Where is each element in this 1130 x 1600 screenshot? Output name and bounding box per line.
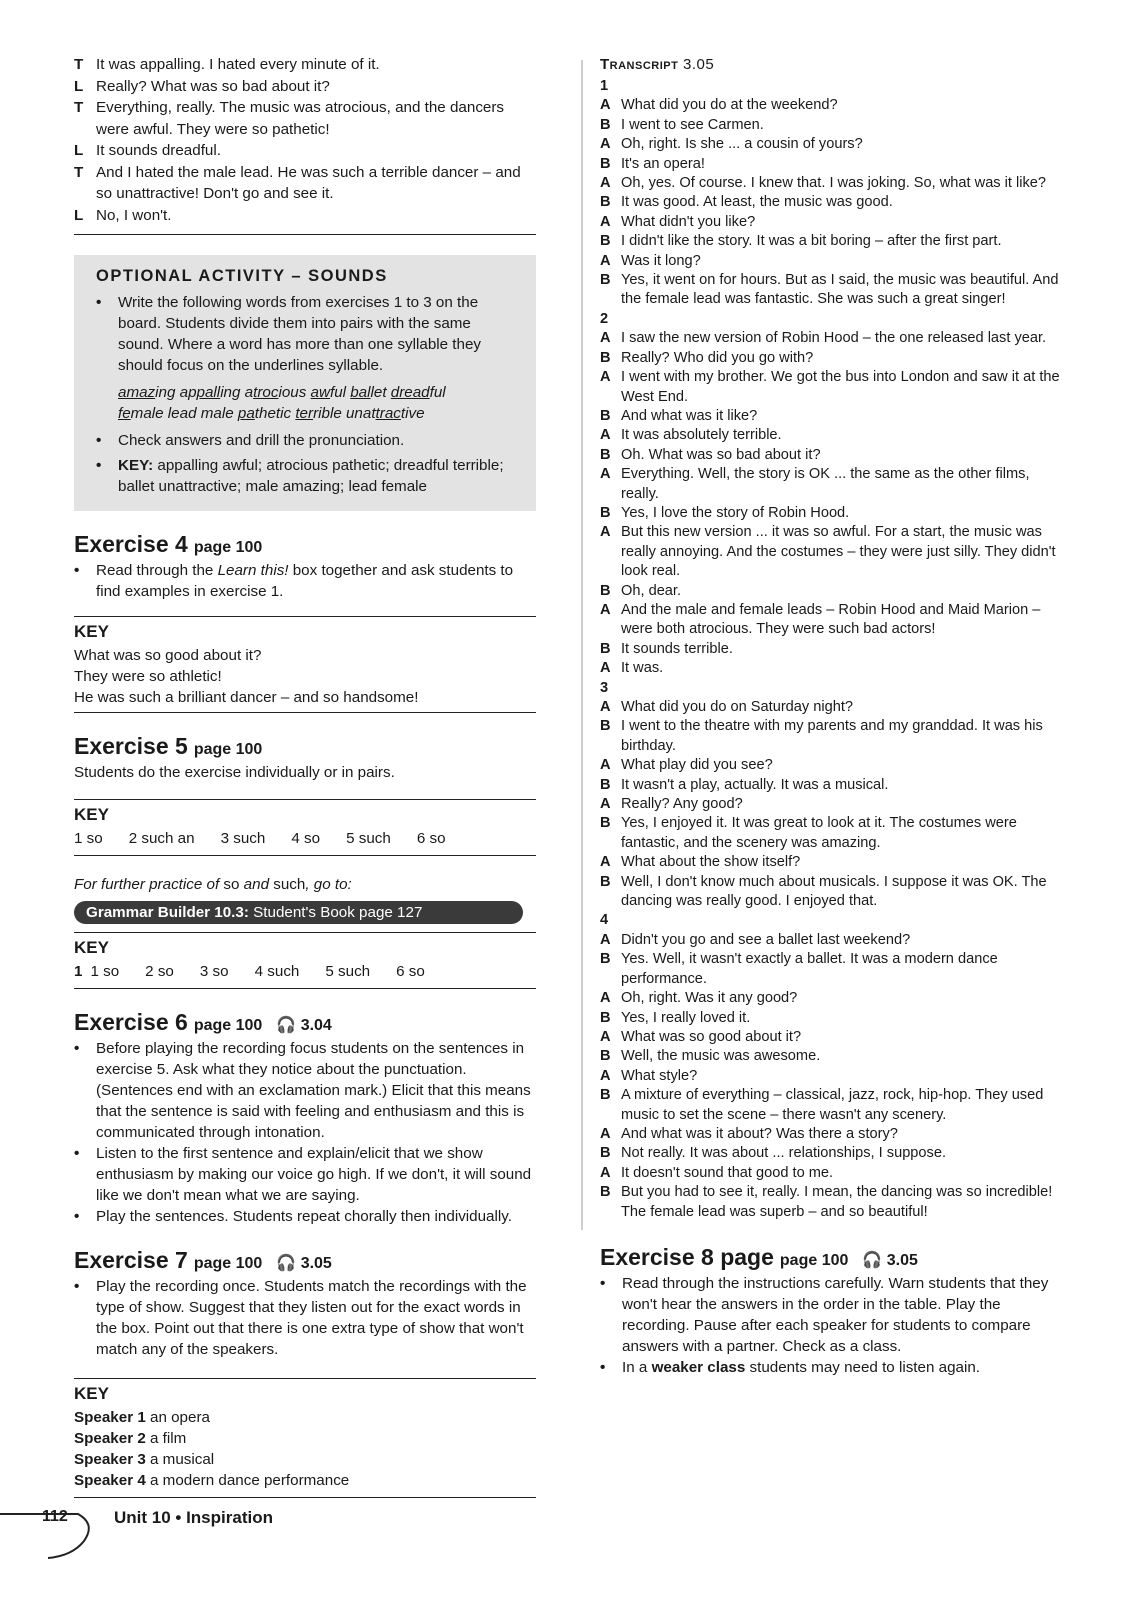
headphones-icon: 🎧 3.05: [862, 1251, 918, 1269]
speaker-label: B: [600, 1048, 611, 1065]
transcript-text: Was it long?: [621, 252, 701, 269]
speaker-label: B: [600, 1184, 611, 1201]
transcript-line: [600, 1067, 1070, 1086]
transcript-line: [600, 1183, 1070, 1222]
transcript: [600, 77, 1070, 1222]
transcript-text: Really? Any good?: [621, 796, 743, 813]
speaker-label: A: [600, 466, 611, 483]
transcript-text: Well, the music was awesome.: [621, 1048, 821, 1065]
page-number: 112: [42, 1508, 68, 1525]
divider-rule: [74, 1378, 536, 1379]
transcript-line: [600, 213, 1070, 232]
divider-rule: [74, 988, 536, 989]
divider-rule: [74, 932, 536, 933]
speaker-label: B: [600, 873, 611, 890]
transcript-line: [600, 950, 1070, 989]
divider-rule: [74, 234, 536, 235]
transcript-text: Really? Who did you go with?: [621, 349, 814, 366]
transcript-line: [600, 931, 1070, 950]
transcript-section-number: 3: [600, 679, 609, 696]
transcript-line: [600, 426, 1070, 445]
unit-title: Unit 10 • Inspiration: [114, 1508, 273, 1527]
dialogue-text: Everything, really. The music was atrocious, and the dancers were awful. They were so pathetic!: [96, 99, 505, 138]
speaker-label: B: [600, 446, 611, 463]
transcript-line: [600, 407, 1070, 426]
speaker-label: B: [600, 504, 611, 521]
speaker-label: L: [74, 142, 84, 159]
transcript-section-number: 1: [600, 78, 609, 94]
transcript-line: [600, 1047, 1070, 1066]
optional-activity-box: [74, 255, 536, 511]
key-answers: [74, 961, 536, 982]
divider-rule: [74, 616, 536, 617]
bullet-text: Play the sentences. Students repeat chorally then individually.: [96, 1208, 512, 1225]
exercise-5-text: Students do the exercise individually or in pairs.: [74, 764, 395, 781]
key-line: [74, 1470, 536, 1491]
exercise-5-heading: Exercise 5 page 100: [74, 733, 263, 759]
transcript-text: Oh, yes. Of course. I knew that. I was joking. So, what was it like?: [621, 175, 1047, 192]
key-line: They were so athletic!: [74, 668, 222, 685]
exercise-6-heading: Exercise 6 page 100 🎧 3.04: [74, 1009, 332, 1035]
key-answer: 3 so: [199, 963, 229, 980]
dialogue-line: [74, 205, 536, 227]
speaker-number: Speaker 3: [74, 1451, 146, 1468]
speaker-label: B: [600, 272, 611, 289]
show-type: a film: [145, 1430, 187, 1447]
speaker-label: T: [74, 56, 84, 73]
page-tab-curve: [0, 1496, 120, 1566]
transcript-line: [600, 368, 1070, 407]
speaker-label: A: [600, 854, 611, 871]
right-column: [600, 56, 1070, 1378]
key-answer: 1 so: [90, 963, 120, 980]
bullet-dot: •: [74, 1145, 80, 1162]
bullet-dot: •: [74, 1278, 80, 1295]
speaker-label: B: [600, 407, 611, 424]
key-answers: [74, 828, 536, 849]
left-column: [74, 54, 536, 1498]
transcript-text: But you had to see it, really. I mean, the dancing was so incredible! The female lead was superb – and so beautiful!: [621, 1184, 1053, 1220]
speaker-label: B: [600, 951, 611, 968]
dialogue-text: Really? What was so bad about it?: [96, 77, 330, 95]
transcript-line: [600, 717, 1070, 756]
speaker-label: A: [600, 1125, 611, 1142]
transcript-text: But this new version ... it was so awful. For a start, the music was really annoying. And the costumes – they were just silly. They didn't look real.: [621, 524, 1056, 580]
transcript-line: [600, 582, 1070, 601]
transcript-heading: Transcript 3.05: [600, 56, 715, 73]
key-line: What was so good about it?: [74, 647, 262, 664]
speaker-label: A: [600, 990, 611, 1007]
transcript-line: [600, 795, 1070, 814]
transcript-text: I saw the new version of Robin Hood – the one released last year.: [621, 330, 1047, 347]
transcript-text: It was absolutely terrible.: [621, 427, 782, 444]
speaker-label: A: [600, 1028, 611, 1045]
speaker-label: A: [600, 175, 611, 192]
speaker-label: A: [600, 601, 611, 618]
speaker-label: A: [600, 1067, 611, 1084]
transcript-text: What did you do on Saturday night?: [621, 699, 854, 715]
dialogue-text: And I hated the male lead. He was such a terrible dancer – and so unattractive! Don't go and see it.: [96, 163, 521, 202]
transcript-text: What style?: [621, 1067, 698, 1084]
bullet-text: Play the recording once. Students match the recordings with the type of show. Suggest that they listen out for the exact words in the box. Point out that there is one extra type of show that won't match any of the speakers.: [96, 1278, 527, 1358]
key-heading: KEY: [74, 805, 109, 824]
speaker-label: A: [600, 136, 611, 153]
speaker-label: B: [600, 1087, 611, 1104]
dialogue-line: [74, 76, 536, 98]
speaker-label: A: [600, 660, 611, 677]
transcript-line: [600, 659, 1070, 678]
transcript-text: And the male and female leads – Robin Hood and Maid Marion – were both atrocious. They were such bad actors!: [621, 601, 1041, 638]
dialogue-line: [74, 97, 536, 140]
speaker-label: A: [600, 1164, 611, 1181]
transcript-line: [600, 174, 1070, 193]
speaker-label: L: [74, 206, 84, 224]
key-line: [74, 1449, 536, 1470]
speaker-label: B: [600, 582, 611, 599]
speaker-label: B: [600, 718, 611, 735]
headphones-icon: 🎧 3.05: [276, 1255, 332, 1272]
transcript-text: What about the show itself?: [621, 854, 801, 871]
speaker-label: A: [600, 524, 611, 541]
speaker-label: A: [600, 330, 611, 347]
speaker-label: A: [600, 97, 611, 114]
key-answer: 4 so: [291, 830, 321, 847]
transcript-line: [600, 252, 1070, 271]
key-line: [74, 1428, 536, 1449]
transcript-line: [600, 640, 1070, 659]
transcript-line: [600, 329, 1070, 348]
transcript-line: [600, 504, 1070, 523]
transcript-line: [600, 1125, 1070, 1144]
transcript-text: I went to see Carmen.: [621, 116, 764, 133]
bullet-item: • Write the following words from exercises 1 to 3 on the board. Students divide them into pairs with the same sound. Where a word has more than one syllable they should focus on the underlines syllable.: [96, 294, 482, 374]
transcript-line: [600, 853, 1070, 872]
bullet-item: • Check answers and drill the pronunciation.: [96, 432, 405, 449]
key-answer: 5 such: [325, 963, 371, 980]
transcript-text: What play did you see?: [621, 757, 773, 774]
key-answer: 2 such an: [128, 830, 195, 847]
transcript-text: It was good. At least, the music was good.: [621, 194, 893, 211]
speaker-label: T: [74, 163, 84, 181]
speaker-label: A: [600, 757, 611, 774]
speaker-label: A: [600, 931, 611, 948]
bullet-item: [74, 1038, 536, 1143]
transcript-text: I went with my brother. We got the bus into London and saw it at the West End.: [621, 369, 1060, 405]
exercise-7-heading: Exercise 7 page 100 🎧 3.05: [74, 1247, 332, 1273]
transcript-line: [600, 989, 1070, 1008]
transcript-text: What didn't you like?: [621, 213, 756, 230]
transcript-text: It sounds terrible.: [621, 640, 733, 657]
transcript-text: Well, I don't know much about musicals. I suppose it was OK. The dancing was really good. I enjoyed that.: [621, 873, 1047, 910]
bullet-item: [74, 1206, 536, 1227]
dialogue-line: [74, 54, 536, 76]
divider-rule: [74, 799, 536, 800]
transcript-line: [600, 698, 1070, 717]
exercise-7-bullets: [74, 1276, 536, 1360]
speaker-label: A: [600, 213, 611, 230]
transcript-line: [600, 116, 1070, 135]
transcript-line: [600, 193, 1070, 212]
speaker-label: B: [600, 1009, 611, 1026]
key-answer: 6 so: [396, 963, 425, 980]
dialogue-text: No, I won't.: [96, 206, 172, 224]
transcript-line: [600, 814, 1070, 853]
transcript-line: [600, 776, 1070, 795]
transcript-text: I didn't like the story. It was a bit boring – after the first part.: [621, 233, 1002, 250]
word-list: amazing appalling atrocious awful ballet dreadful female lead male pathetic terrible unattractive: [118, 384, 446, 422]
bullet-item: [74, 1276, 536, 1360]
transcript-line: [600, 601, 1070, 640]
transcript-section-number: 4: [600, 912, 609, 929]
bullet-item: • Read through the instructions carefully. Warn students that they won't hear the answers in the order in the table. Play the recording. Pause after each speaker for students to compare answers with a partner. Check as a class.: [600, 1274, 1049, 1355]
key-answer: 1 so: [74, 830, 103, 847]
transcript-text: Yes, it went on for hours. But as I said, the music was beautiful. And the female lead was fantastic. She was such a great singer!: [621, 272, 1059, 308]
speaker-label: B: [600, 116, 611, 133]
transcript-text: Yes. Well, it wasn't exactly a ballet. It was a modern dance performance.: [621, 951, 998, 987]
transcript-line: [600, 349, 1070, 368]
transcript-section-number: 2: [600, 310, 609, 327]
transcript-text: It doesn't sound that good to me.: [621, 1164, 834, 1181]
grammar-builder-bar: Grammar Builder 10.3: Student's Book page 127: [74, 901, 523, 924]
transcript-text: Didn't you go and see a ballet last weekend?: [621, 931, 911, 948]
transcript-line: [600, 465, 1070, 504]
transcript-text: Not really. It was about ... relationships, I suppose.: [621, 1145, 947, 1162]
transcript-line: [600, 873, 1070, 912]
key-answer: 5 such: [346, 830, 391, 847]
page-footer: [0, 1496, 500, 1556]
transcript-line: [600, 1028, 1070, 1047]
transcript-text: Oh, dear.: [621, 582, 682, 599]
transcript-text: And what was it like?: [621, 407, 758, 424]
speaker-label: B: [600, 194, 611, 211]
bullet-dot: •: [74, 1208, 80, 1225]
key-heading: KEY: [74, 1384, 109, 1403]
transcript-text: What was so good about it?: [621, 1028, 802, 1045]
speaker-label: A: [600, 369, 611, 386]
exercise-6-bullets: [74, 1038, 536, 1227]
speaker-label: B: [600, 640, 611, 657]
key-answer: 4 such: [254, 963, 300, 980]
speaker-number: Speaker 1: [74, 1409, 146, 1426]
key-heading: KEY: [74, 938, 109, 957]
bullet-text: Before playing the recording focus students on the sentences in exercise 5. Ask what they notice about the punctuation. (Sentences end with an exclamation mark.) Elicit that this means that the sentence is said with feeling and enthusiasm and this is communicated through intonation.: [96, 1040, 531, 1141]
transcript-text: Oh, right. Is she ... a cousin of yours?: [621, 136, 863, 153]
transcript-text: What did you do at the weekend?: [621, 97, 838, 114]
bullet-dot: •: [74, 1040, 80, 1057]
key-answer: 2 so: [145, 963, 174, 980]
transcript-text: A mixture of everything – classical, jazz, rock, hip-hop. They used music to set the scene – there wasn't any scenery.: [621, 1087, 1044, 1123]
speaker-label: L: [74, 77, 84, 95]
dialogue-text: It was appalling. I hated every minute of it.: [96, 56, 380, 73]
further-practice: For further practice of so and such, go to:: [74, 876, 352, 893]
divider-rule: [74, 855, 536, 856]
optional-activity-title: OPTIONAL ACTIVITY – SOUNDS: [96, 267, 388, 285]
transcript-line: [600, 155, 1070, 174]
transcript-line: [600, 96, 1070, 115]
speaker-number: Speaker 2: [74, 1430, 146, 1447]
transcript-text: Yes, I enjoyed it. It was great to look at it. The costumes were fantastic, and the scenery was amazing.: [621, 815, 1017, 851]
transcript-text: Yes, I love the story of Robin Hood.: [621, 504, 850, 521]
transcript-line: [600, 232, 1070, 251]
transcript-text: Everything. Well, the story is OK ... the same as the other films, really.: [621, 466, 1030, 502]
speaker-label: B: [600, 155, 611, 172]
key-lines: [74, 1407, 536, 1491]
transcript-text: It was.: [621, 660, 664, 677]
show-type: an opera: [145, 1409, 210, 1426]
transcript-text: Oh. What was so bad about it?: [621, 446, 821, 463]
key-lines: [74, 645, 536, 708]
key-answer: 3 such: [220, 830, 266, 847]
transcript-line: [600, 1009, 1070, 1028]
transcript-text: Yes, I really loved it.: [621, 1009, 751, 1026]
transcript-text: It wasn't a play, actually. It was a musical.: [621, 776, 889, 793]
speaker-label: B: [600, 1145, 611, 1162]
transcript-line: [600, 446, 1070, 465]
transcript-line: [600, 523, 1070, 581]
transcript-line: [600, 271, 1070, 310]
bullet-item: • KEY: appalling awful; atrocious pathetic; dreadful terrible; ballet unattractive; male amazing; lead female: [96, 457, 504, 495]
transcript-line: [600, 1144, 1070, 1163]
speaker-label: T: [74, 99, 84, 116]
dialogue-text: It sounds dreadful.: [96, 142, 221, 159]
transcript-text: Oh, right. Was it any good?: [621, 990, 798, 1007]
transcript-line: [600, 135, 1070, 154]
transcript-text: It's an opera!: [621, 155, 705, 172]
exercise-8-heading: Exercise 8 page page 100 🎧 3.05: [600, 1243, 918, 1270]
transcript-line: [600, 1164, 1070, 1183]
speaker-label: B: [600, 349, 611, 366]
dialogue-line: [74, 162, 536, 205]
bullet-text: Listen to the first sentence and explain/elicit that we show enthusiasm by making our voice go high. If we don't, it will sound like we don't mean what we are saying.: [96, 1145, 532, 1204]
exercise-4-heading: Exercise 4 page 100: [74, 531, 263, 557]
bullet-item: • In a weaker class students may need to listen again.: [600, 1358, 981, 1376]
dialogue-line: [74, 140, 536, 162]
transcript-line: [600, 756, 1070, 775]
speaker-label: A: [600, 699, 611, 715]
show-type: a modern dance performance: [145, 1472, 350, 1489]
transcript-text: And what was it about? Was there a story?: [621, 1125, 898, 1142]
key-exercise-number: 1: [74, 963, 83, 980]
speaker-label: A: [600, 252, 611, 269]
bullet-item: • Read through the Learn this! box together and ask students to find examples in exercise 1.: [74, 562, 514, 600]
speaker-label: A: [600, 796, 611, 813]
dialogue: [74, 54, 536, 226]
divider-rule: [74, 712, 536, 713]
speaker-label: B: [600, 815, 611, 832]
key-line: He was such a brilliant dancer – and so handsome!: [74, 689, 419, 706]
speaker-label: B: [600, 776, 611, 793]
transcript-text: I went to the theatre with my parents and my granddad. It was his birthday.: [621, 718, 1043, 754]
headphones-icon: 🎧 3.04: [276, 1017, 332, 1034]
key-answer: 6 so: [416, 830, 446, 847]
transcript-line: [600, 1086, 1070, 1125]
key-heading: KEY: [74, 622, 109, 641]
speaker-number: Speaker 4: [74, 1472, 146, 1489]
speaker-label: B: [600, 233, 611, 250]
column-divider: [581, 60, 583, 1230]
speaker-label: A: [600, 427, 611, 444]
show-type: a musical: [145, 1451, 215, 1468]
bullet-item: [74, 1143, 536, 1206]
key-line: [74, 1407, 536, 1428]
